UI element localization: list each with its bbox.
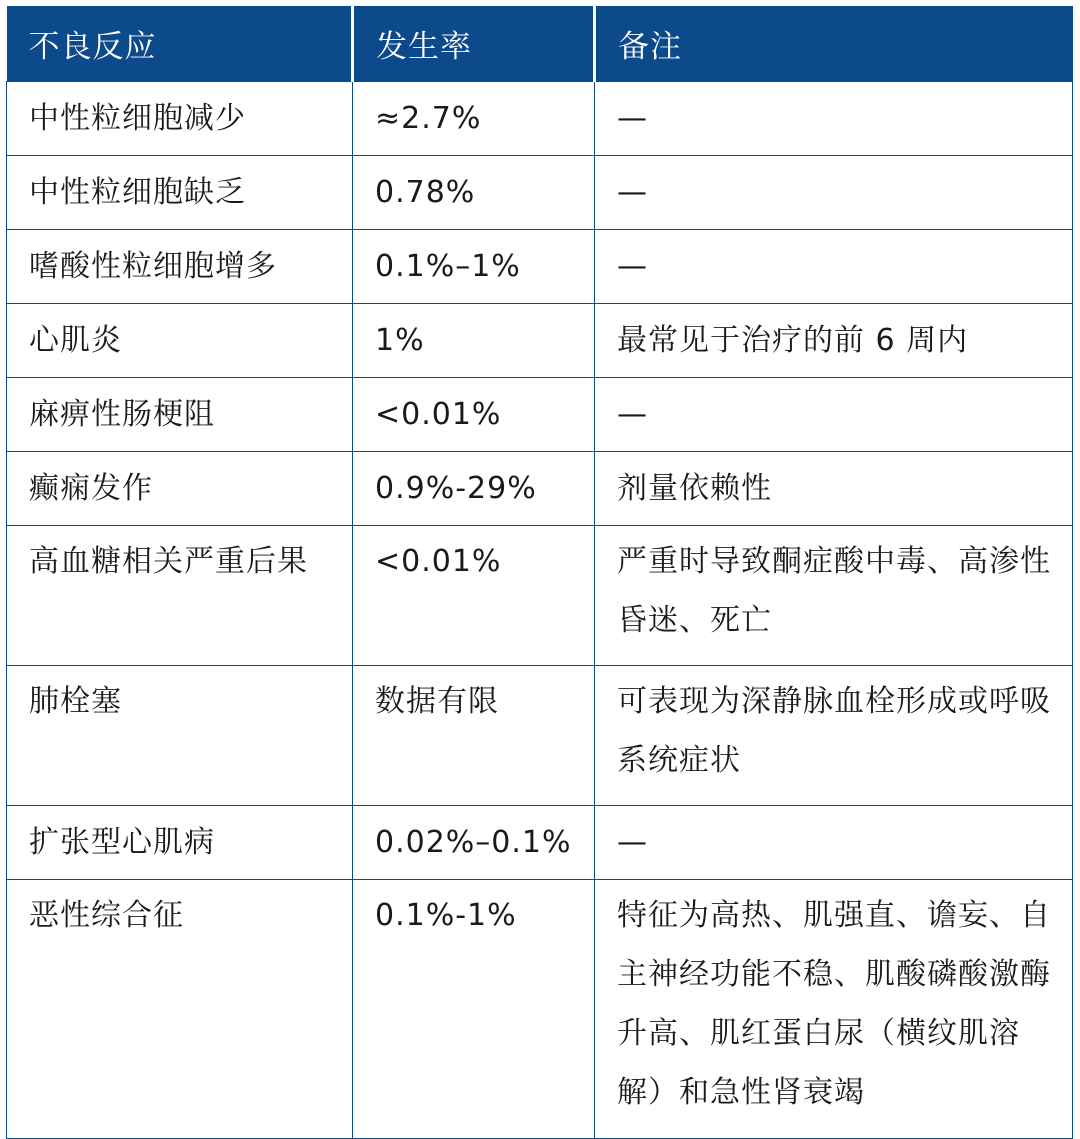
header-rate: 发生率 <box>353 6 595 81</box>
rate-cell: 1% <box>353 303 595 377</box>
reaction-cell: 中性粒细胞减少 <box>7 81 353 155</box>
rate-cell: 数据有限 <box>353 665 595 805</box>
table-row <box>7 665 1073 805</box>
note-cell: — <box>595 229 1073 303</box>
table-row <box>7 805 1073 879</box>
note-cell: — <box>595 81 1073 155</box>
reaction-cell: 麻痹性肠梗阻 <box>7 377 353 451</box>
table-row <box>7 879 1073 1138</box>
reaction-cell: 高血糖相关严重后果 <box>7 525 353 665</box>
note-cell: 特征为高热、肌强直、谵妄、自主神经功能不稳、肌酸磷酸激酶升高、肌红蛋白尿（横纹肌溶解）和急性肾衰竭 <box>595 879 1073 1138</box>
reaction-cell: 扩张型心肌病 <box>7 805 353 879</box>
rate-cell: 0.1%-1% <box>353 879 595 1138</box>
note-cell: — <box>595 377 1073 451</box>
reaction-cell: 嗜酸性粒细胞增多 <box>7 229 353 303</box>
table-body <box>7 81 1073 1138</box>
table-row <box>7 525 1073 665</box>
table-row <box>7 229 1073 303</box>
header-row <box>7 6 1073 81</box>
note-cell: — <box>595 805 1073 879</box>
header-note: 备注 <box>595 6 1073 81</box>
adverse-reactions-table-container <box>6 6 1072 1139</box>
note-cell: 可表现为深静脉血栓形成或呼吸系统症状 <box>595 665 1073 805</box>
table-row <box>7 303 1073 377</box>
rate-cell: ≈2.7% <box>353 81 595 155</box>
adverse-reactions-table <box>6 6 1073 1139</box>
reaction-cell: 癫痫发作 <box>7 451 353 525</box>
reaction-cell: 肺栓塞 <box>7 665 353 805</box>
note-cell: 严重时导致酮症酸中毒、高渗性昏迷、死亡 <box>595 525 1073 665</box>
table-header <box>7 6 1073 81</box>
note-cell: 最常见于治疗的前 6 周内 <box>595 303 1073 377</box>
reaction-cell: 恶性综合征 <box>7 879 353 1138</box>
rate-cell: 0.9%-29% <box>353 451 595 525</box>
rate-cell: 0.1%–1% <box>353 229 595 303</box>
rate-cell: 0.78% <box>353 155 595 229</box>
table-row <box>7 155 1073 229</box>
note-cell: 剂量依赖性 <box>595 451 1073 525</box>
note-cell: — <box>595 155 1073 229</box>
table-row <box>7 81 1073 155</box>
reaction-cell: 心肌炎 <box>7 303 353 377</box>
reaction-cell: 中性粒细胞缺乏 <box>7 155 353 229</box>
table-row <box>7 451 1073 525</box>
header-reaction: 不良反应 <box>28 28 157 65</box>
rate-cell: 0.02%–0.1% <box>353 805 595 879</box>
rate-cell: <0.01% <box>353 377 595 451</box>
rate-cell: <0.01% <box>353 525 595 665</box>
table-row <box>7 377 1073 451</box>
